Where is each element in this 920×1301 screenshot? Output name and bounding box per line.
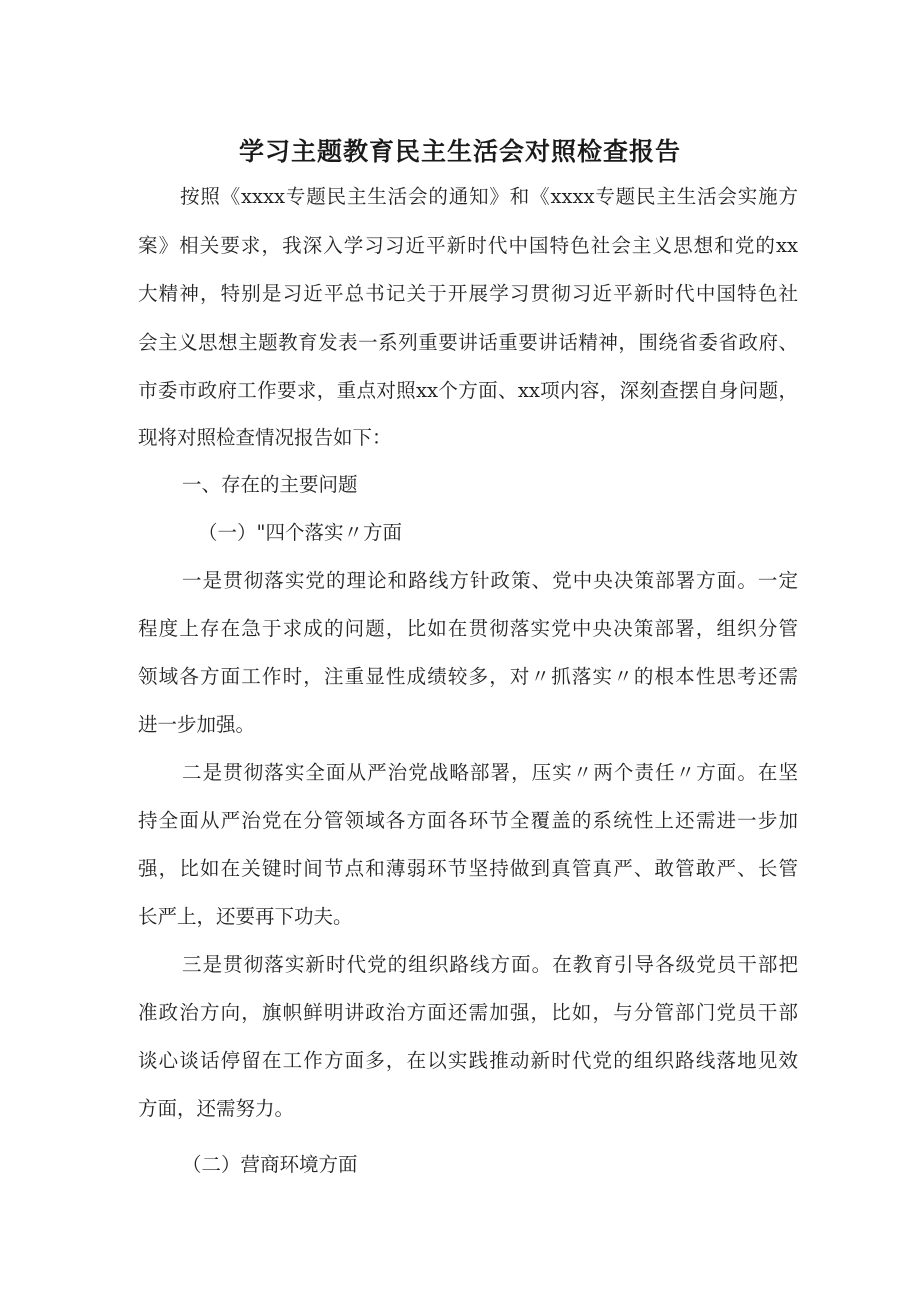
section-heading: 一、存在的主要问题 [182, 473, 358, 496]
intro-line: 按照《xxxx专题民主生活会的通知》和《xxxx专题民主生活会实施方 [180, 185, 798, 208]
paragraph-line: 谈心谈话停留在工作方面多，在以实践推动新时代党的组织路线落地见效 [138, 1049, 798, 1072]
paragraph-line: 准政治方向，旗帜鲜明讲政治方面还需加强，比如，与分管部门党员干部 [138, 1001, 798, 1024]
paragraph-line: 方面，还需努力。 [138, 1097, 295, 1120]
paragraph-line: 长严上，还要再下功夫。 [138, 905, 353, 928]
paragraph-line: 程度上存在急于求成的问题，比如在贯彻落实党中央决策部署，组织分管 [138, 617, 798, 640]
paragraph-line: 强，比如在关键时间节点和薄弱环节坚持做到真管真严、敢管敢严、长管 [138, 857, 798, 880]
paragraph-line: 持全面从严治党在分管领域各方面各环节全覆盖的系统性上还需进一步加 [138, 809, 798, 832]
intro-line: 案》相关要求，我深入学习习近平新时代中国特色社会主义思想和党的xx [138, 234, 798, 257]
subsection-heading: （一）"四个落实〃方面 [198, 521, 402, 544]
subsection-heading: （二）营商环境方面 [182, 1153, 358, 1176]
intro-line: 现将对照检查情况报告如下： [138, 426, 392, 449]
paragraph-line: 领域各方面工作时，注重显性成绩较多，对〃抓落实〃的根本性思考还需 [138, 665, 798, 688]
paragraph-line: 二是贯彻落实全面从严治党战略部署，压实〃两个责任〃方面。在坚 [182, 761, 798, 784]
intro-line: 会主义思想主题教育发表一系列重要讲话重要讲话精神，围绕省委省政府、 [138, 331, 798, 354]
document-title: 学习主题教育民主生活会对照检查报告 [238, 137, 681, 166]
intro-line: 大精神，特别是习近平总书记关于开展学习贯彻习近平新时代中国特色社 [138, 282, 798, 305]
paragraph-line: 一是贯彻落实党的理论和路线方针政策、党中央决策部署方面。一定 [182, 569, 798, 592]
paragraph-line: 进一步加强。 [138, 713, 256, 736]
intro-line: 市委市政府工作要求，重点对照xx个方面、xx项内容，深刻查摆自身问题， [138, 379, 798, 402]
paragraph-line: 三是贯彻落实新时代党的组织路线方面。在教育引导各级党员干部把 [182, 953, 798, 976]
